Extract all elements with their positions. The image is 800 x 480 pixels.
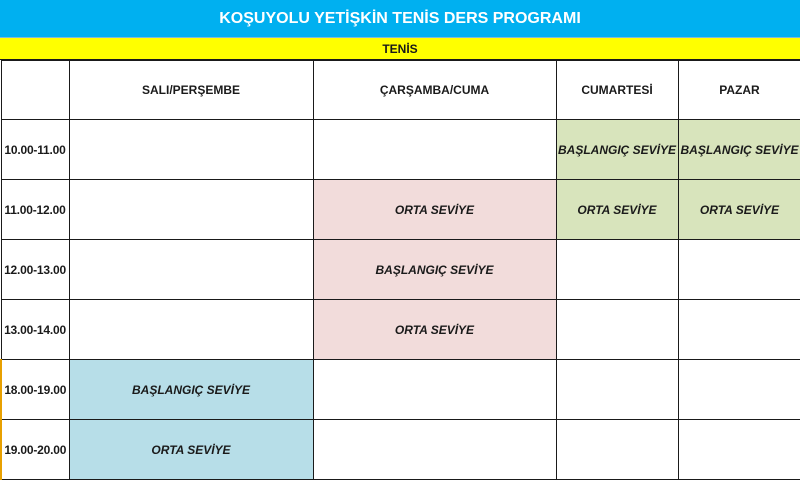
schedule-cell — [678, 300, 800, 360]
corner-cell — [1, 61, 69, 120]
time-slot: 10.00-11.00 — [1, 120, 69, 180]
table-row — [1, 300, 800, 360]
column-header-pazar: PAZAR — [678, 61, 800, 120]
schedule-cell: BAŞLANGIÇ SEVİYE — [69, 360, 313, 420]
header-row — [1, 61, 800, 120]
table-row — [1, 120, 800, 180]
time-slot: 18.00-19.00 — [1, 360, 69, 420]
schedule-cell — [69, 120, 313, 180]
column-header-sali-persembe: SALI/PERŞEMBE — [69, 61, 313, 120]
schedule-cell: ORTA SEVİYE — [556, 180, 678, 240]
schedule-cell — [678, 420, 800, 480]
schedule-cell: ORTA SEVİYE — [313, 300, 556, 360]
sport-subtitle: TENİS — [0, 38, 800, 60]
table-row — [1, 240, 800, 300]
schedule-cell — [556, 240, 678, 300]
schedule-cell: BAŞLANGIÇ SEVİYE — [313, 240, 556, 300]
schedule-cell — [556, 360, 678, 420]
schedule-cell: BAŞLANGIÇ SEVİYE — [556, 120, 678, 180]
schedule-cell: ORTA SEVİYE — [313, 180, 556, 240]
schedule-cell — [69, 180, 313, 240]
schedule-cell — [678, 240, 800, 300]
schedule-cell — [678, 360, 800, 420]
time-slot: 13.00-14.00 — [1, 300, 69, 360]
table-row — [1, 180, 800, 240]
column-header-cumartesi: CUMARTESİ — [556, 61, 678, 120]
schedule-table — [0, 60, 800, 480]
schedule-cell — [556, 300, 678, 360]
schedule-cell — [313, 120, 556, 180]
page-title: KOŞUYOLU YETİŞKİN TENİS DERS PROGRAMI — [0, 0, 800, 38]
time-slot: 12.00-13.00 — [1, 240, 69, 300]
schedule-cell — [69, 300, 313, 360]
column-header-carsamba-cuma: ÇARŞAMBA/CUMA — [313, 61, 556, 120]
time-slot: 11.00-12.00 — [1, 180, 69, 240]
schedule-cell — [556, 420, 678, 480]
schedule-cell: BAŞLANGIÇ SEVİYE — [678, 120, 800, 180]
schedule-cell: ORTA SEVİYE — [678, 180, 800, 240]
time-slot: 19.00-20.00 — [1, 420, 69, 480]
schedule-cell — [313, 420, 556, 480]
table-row — [1, 360, 800, 420]
schedule-cell — [69, 240, 313, 300]
table-row — [1, 420, 800, 480]
schedule-cell — [313, 360, 556, 420]
schedule-cell: ORTA SEVİYE — [69, 420, 313, 480]
